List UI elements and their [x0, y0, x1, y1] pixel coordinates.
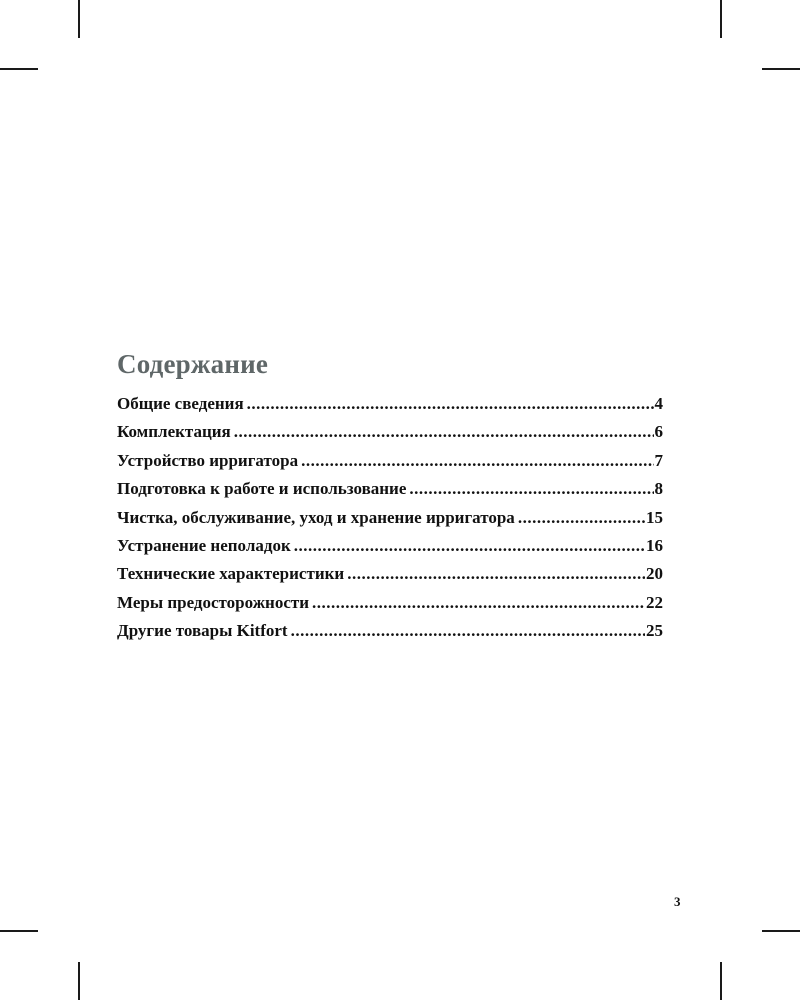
- toc-entry-page: 16: [646, 535, 663, 555]
- toc-entry-page: 20: [646, 564, 663, 584]
- toc-entry-page: 15: [646, 507, 663, 527]
- toc-entry[interactable]: [117, 536, 663, 564]
- toc-entry[interactable]: [117, 593, 663, 621]
- toc-entry-page: 25: [646, 621, 663, 641]
- toc-dot-leader: [301, 451, 653, 471]
- crop-mark-top-left-horizontal: [0, 68, 38, 70]
- crop-mark-top-right-vertical: [720, 0, 722, 38]
- toc-dot-leader: [234, 422, 654, 442]
- toc-dot-leader: [312, 593, 645, 613]
- crop-mark-bottom-right-vertical: [720, 962, 722, 1000]
- toc-entry-label: Меры предосторожности: [117, 592, 310, 612]
- toc-entry-label: Другие товары Kitfort: [117, 621, 288, 641]
- toc-entry[interactable]: [117, 479, 663, 507]
- table-of-contents: [117, 394, 663, 650]
- toc-entry-page: 22: [646, 592, 663, 612]
- toc-dot-leader: [294, 536, 645, 556]
- toc-entry[interactable]: [117, 564, 663, 592]
- toc-entry[interactable]: [117, 394, 663, 422]
- toc-entry-label: Устранение неполадок: [117, 535, 291, 555]
- toc-dot-leader: [347, 564, 645, 584]
- toc-entry[interactable]: [117, 422, 663, 450]
- toc-entry-label: Технические характеристики: [117, 564, 345, 584]
- page-number: 3: [674, 894, 681, 909]
- toc-dot-leader: [247, 394, 654, 414]
- crop-mark-top-left-vertical: [78, 0, 80, 38]
- toc-entry[interactable]: [117, 451, 663, 479]
- crop-mark-bottom-left-horizontal: [0, 930, 38, 932]
- crop-mark-bottom-left-vertical: [78, 962, 80, 1000]
- toc-entry-page: 4: [654, 394, 663, 413]
- crop-mark-top-right-horizontal: [762, 68, 800, 70]
- page-title: Содержание: [117, 349, 269, 380]
- toc-entry[interactable]: [117, 621, 663, 649]
- toc-entry-label: Подготовка к работе и использование: [117, 479, 407, 499]
- toc-dot-leader: [291, 621, 645, 641]
- toc-entry-label: Общие сведения: [117, 394, 244, 413]
- toc-dot-leader: [518, 508, 645, 528]
- toc-entry-page: 8: [654, 479, 663, 499]
- toc-entry-page: 6: [654, 422, 663, 442]
- toc-dot-leader: [409, 479, 653, 499]
- toc-entry-label: Чистка, обслуживание, уход и хранение ирригатора: [117, 507, 515, 527]
- toc-entry-label: Комплектация: [117, 422, 231, 442]
- toc-entry-label: Устройство ирригатора: [117, 450, 299, 470]
- toc-entry[interactable]: [117, 508, 663, 536]
- toc-entry-page: 7: [654, 450, 663, 470]
- crop-mark-bottom-right-horizontal: [762, 930, 800, 932]
